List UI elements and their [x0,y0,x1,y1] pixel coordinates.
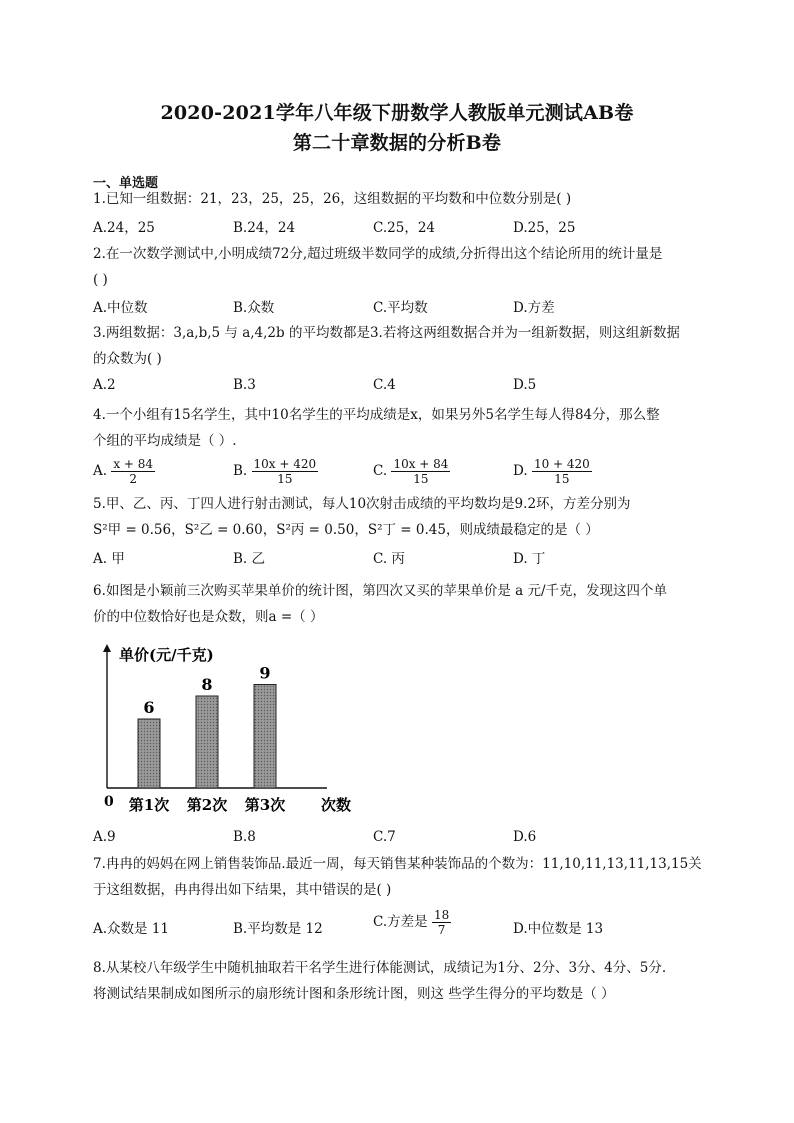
question-text: 8.从某校八年级学生中随机抽取若干名学生进行体能测试，成绩记为1分、2分、3分、4分、5分. [93,960,667,976]
option-a: A. $\frac{x + 84}{2}$ [93,457,154,486]
page-title: 2020-2021学年八年级下册数学人教版单元测试AB卷 [160,102,634,124]
fraction: $\frac{10x + 420}{15}$ [253,457,317,486]
question-text: 1.已知一组数据：21，23，25，25，26，这组数据的平均数和中位数分别是( ) [93,191,572,207]
option-c: C.7 [373,829,396,845]
question-4 [93,402,703,454]
fraction: $\frac{18}{7}$ [433,908,450,937]
option-b: B.3 [233,377,256,393]
option-b: B.平均数是 12 [233,921,323,937]
question-text: 价的中位数恰好也是众数，则a =（ ） [93,609,324,625]
option-d: D. $\frac{10 + 420}{15}$ [513,457,590,486]
question-text: 4.一个小组有15名学生，其中10名学生的平均成绩是x，如果另外5名学生每人得84分，那么整 [93,407,660,423]
question-text: 5.甲、乙、丙、丁四人进行射击测试，每人10次射击成绩的平均数均是9.2环，方差分别为 [93,496,631,512]
option-c: C.平均数 [373,300,428,316]
bar-value-label: 9 [259,663,271,683]
option-b: B.8 [233,829,256,845]
question-text: 7.冉冉的妈妈在网上销售装饰品.最近一周，每天销售某种装饰品的个数为：11,10,11,13,11,13,15关 [93,856,702,872]
page-subtitle: 第二十章数据的分析B卷 [292,132,502,154]
option-c: C. 丙 [373,551,405,567]
question-3 [93,320,703,372]
question-text: 将测试结果制成如图所示的扇形统计图和条形统计图，则这 些学生得分的平均数是（ ） [93,986,615,1002]
option-a: A.2 [93,377,116,393]
option-d: D.25，25 [513,220,576,236]
question-text: 3.两组数据：3,a,b,5 与 a,4,2b 的平均数都是3.若将这两组数据合并为一组新数据，则这组新数据 [93,325,680,341]
bar [138,719,160,788]
option-c: C.25，24 [373,220,435,236]
question-8 [93,955,703,1007]
option-d: D.5 [513,377,537,393]
question-text: 的众数为( ) [93,351,162,367]
bar-value-label: 6 [143,698,155,717]
option-d: D.方差 [513,300,555,316]
question-6 [93,578,703,630]
origin-label: 0 [104,794,114,810]
fraction: $\frac{10 + 420}{15}$ [533,457,590,486]
option-a: A.中位数 [93,300,148,316]
question-2 [93,241,703,293]
question-1 [93,186,703,212]
option-d: D.中位数是 13 [513,921,604,937]
x-axis-label: 次数 [321,796,352,814]
bar-value-label: 8 [201,675,213,694]
option-b: B.24，24 [233,220,296,236]
option-c: C. $\frac{10x + 84}{15}$ [373,457,449,486]
option-c: C.4 [373,377,396,393]
question-text: 于这组数据，冉冉得出如下结果，其中错误的是( ) [93,882,392,898]
question-text: 6.如图是小颖前三次购买苹果单价的统计图，第四次又买的苹果单价是 a 元/千克，发现这四个单 [93,583,668,599]
x-tick-label: 第1次 [128,796,170,814]
option-d: D.6 [513,829,537,845]
y-axis-arrow [103,644,111,652]
section-heading: 一、单选题 [93,176,159,191]
y-axis-label: 单价(元/千克) [119,646,214,664]
bar [196,696,218,788]
question-7 [93,851,703,903]
option-b: B. $\frac{10x + 420}{15}$ [233,457,317,486]
question-5 [93,491,703,543]
bar-chart [95,640,375,820]
option-c: C.方差是 $\frac{18}{7}$ [373,908,450,937]
question-text: S²甲 = 0.56，S²乙 = 0.60，S²丙 = 0.50，S²丁 = 0.45，则成绩最稳定的是（ ） [93,522,599,538]
question-text: ( ) [93,272,108,288]
x-tick-label: 第3次 [244,796,286,814]
question-text: 个组的平均成绩是（ ）. [93,433,237,449]
option-b: B.众数 [233,300,275,316]
option-a: A.9 [93,829,116,845]
question-text: 2.在一次数学测试中,小明成绩72分,超过班级半数同学的成绩,分折得出这个结论所用的统计量是 [93,246,663,262]
bar [254,685,276,789]
option-d: D. 丁 [513,551,546,567]
fraction: $\frac{x + 84}{2}$ [113,457,154,486]
option-a: A.24，25 [93,220,155,236]
option-b: B. 乙 [233,551,266,567]
option-a: A. 甲 [93,551,125,567]
x-tick-label: 第2次 [186,796,228,814]
option-a: A.众数是 11 [93,921,170,937]
fraction: $\frac{10x + 84}{15}$ [393,457,449,486]
